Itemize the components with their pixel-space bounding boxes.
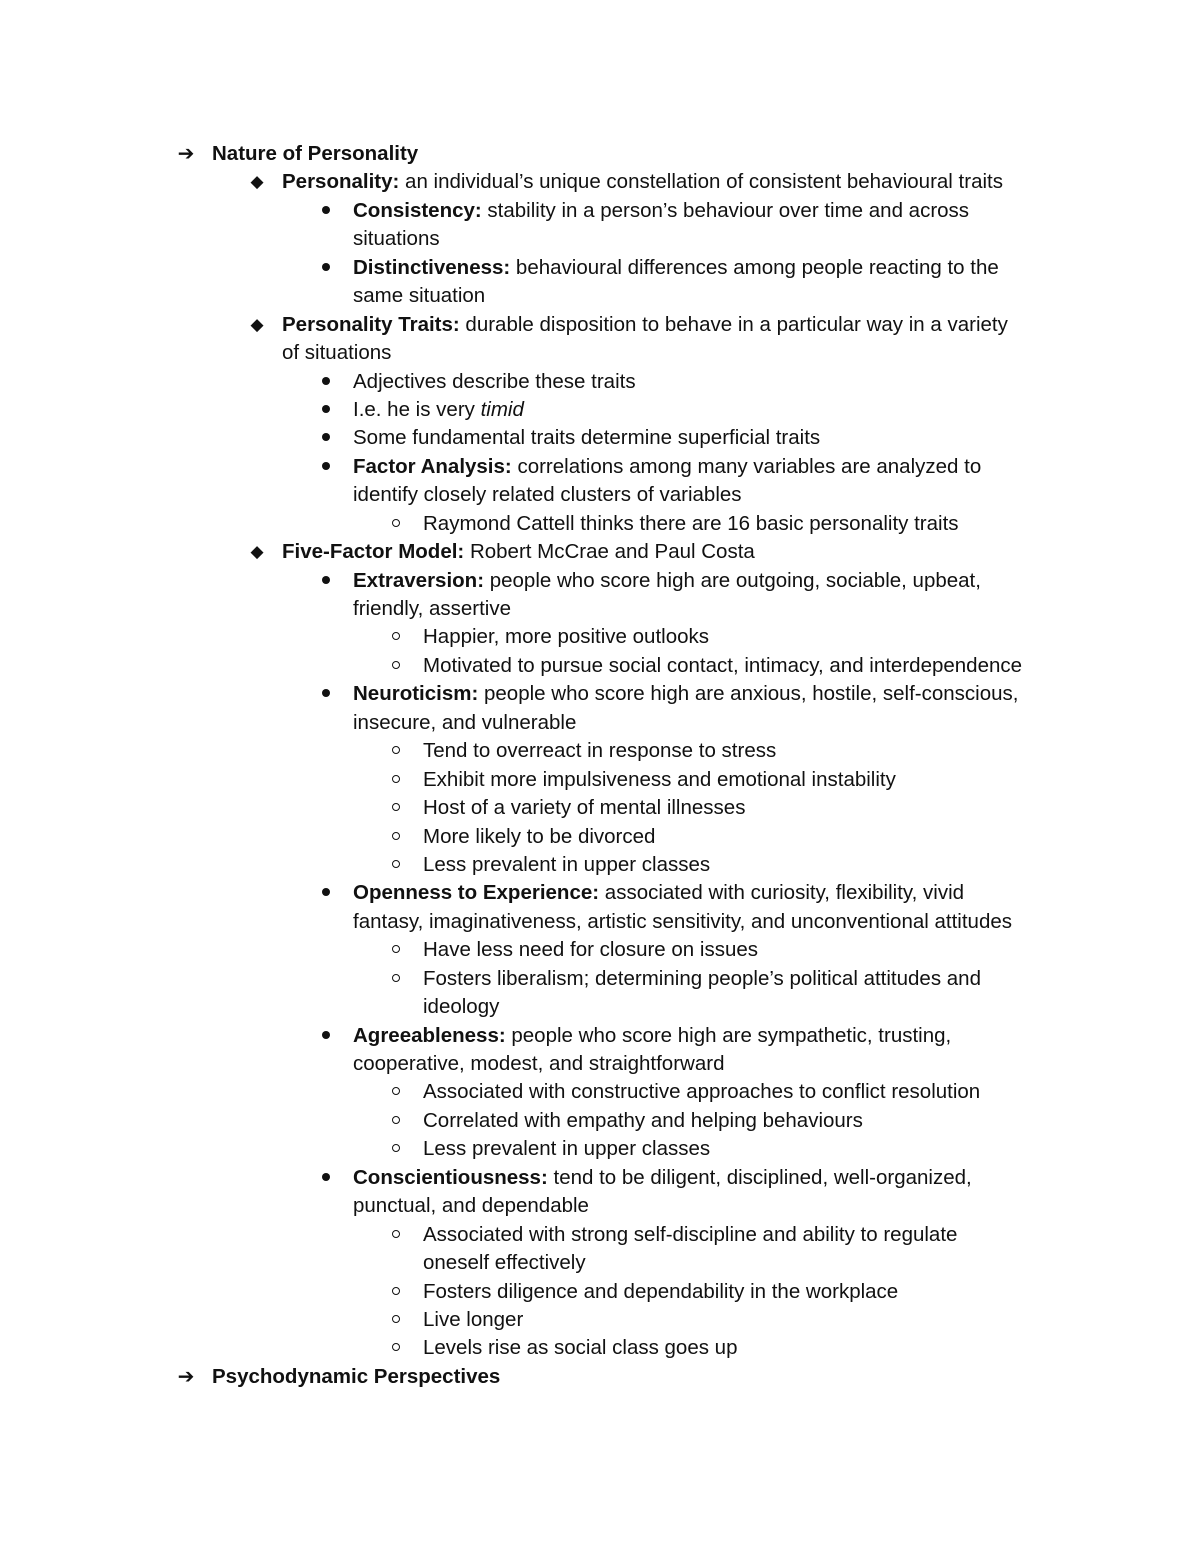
outline-text — [282, 339, 391, 367]
bullet-icon — [316, 1022, 336, 1050]
outline-line — [0, 1107, 1200, 1135]
outline-text — [423, 623, 709, 651]
text-run: Tend to overreact in response to stress — [423, 739, 777, 763]
outline-text — [282, 311, 1008, 339]
text-run: Happier, more positive outlooks — [423, 625, 710, 649]
circle-icon — [386, 936, 406, 964]
term-label: Factor Analysis: — [353, 454, 512, 478]
outline-text — [353, 567, 981, 595]
circle-icon — [386, 1078, 406, 1106]
outline-text — [353, 709, 576, 737]
outline-line — [0, 709, 1200, 737]
outline-line — [0, 424, 1200, 452]
text-run: ideology — [423, 995, 500, 1019]
text-run: cooperative, modest, and straightforward — [353, 1052, 725, 1075]
bullet-icon — [316, 368, 336, 396]
outline-line — [0, 567, 1200, 595]
outline-text — [423, 993, 499, 1021]
outline-line — [0, 538, 1200, 566]
outline-text — [353, 368, 636, 396]
outline-text — [353, 680, 1018, 708]
text-run: people who score high are sympathetic, trusting, — [505, 1023, 952, 1047]
outline-text — [423, 1249, 586, 1277]
outline-line — [0, 993, 1200, 1021]
text-run: insecure, and vulnerable — [353, 710, 577, 734]
outline-line — [0, 851, 1200, 879]
circle-icon — [386, 1107, 406, 1135]
outline-line — [0, 339, 1200, 367]
outline-text — [353, 396, 524, 424]
circle-icon — [386, 1278, 406, 1306]
outline-line — [0, 623, 1200, 651]
outline-text — [423, 510, 959, 538]
text-run: timid — [480, 397, 524, 421]
outline-text — [353, 225, 440, 253]
outline-text — [423, 823, 655, 851]
outline-line — [0, 1192, 1200, 1220]
outline-text — [282, 538, 755, 566]
text-run: stability in a person’s behaviour over time and across — [481, 198, 970, 222]
text-run: an individual’s unique constellation of consistent behavioural traits — [399, 170, 1003, 194]
text-run: I.e. he is very — [353, 397, 481, 421]
bullet-icon — [316, 254, 336, 282]
text-run: people who score high are outgoing, sociable, upbeat, — [484, 568, 981, 592]
circle-icon — [386, 737, 406, 765]
outline-text — [353, 453, 981, 481]
text-run: Have less need for closure on issues — [423, 938, 759, 962]
outline-text — [353, 481, 742, 509]
outline-line — [0, 823, 1200, 851]
outline-line — [0, 1078, 1200, 1106]
diamond-icon: ◆ — [250, 542, 264, 562]
outline-text — [423, 1278, 898, 1306]
outline-line — [0, 1278, 1200, 1306]
outline-text — [423, 794, 745, 822]
outline-text — [353, 908, 1012, 936]
circle-icon — [386, 1306, 406, 1334]
text-run: More likely to be divorced — [423, 824, 656, 848]
text-run: tend to be diligent, disciplined, well-organized, — [547, 1165, 972, 1189]
text-run: identify closely related clusters of variables — [353, 483, 742, 507]
text-run: friendly, assertive — [353, 597, 511, 620]
outline-line — [0, 481, 1200, 509]
text-run: Associated with constructive approaches to conflict resolution — [423, 1080, 981, 1104]
circle-icon — [386, 1221, 406, 1249]
circle-icon — [386, 652, 406, 680]
outline-text — [423, 652, 1022, 680]
outline-line — [0, 282, 1200, 310]
term-label: Agreeableness: — [353, 1023, 506, 1047]
term-label: Extraversion: — [353, 568, 485, 592]
outline-line — [0, 1221, 1200, 1249]
outline-text — [423, 851, 710, 879]
text-run: Host of a variety of mental illnesses — [423, 796, 746, 820]
outline-line — [0, 1135, 1200, 1163]
text-run: Correlated with empathy and helping behaviours — [423, 1108, 863, 1132]
bullet-icon — [316, 879, 336, 907]
term-label: Distinctiveness: — [353, 255, 511, 279]
outline-text — [353, 1192, 589, 1220]
outline-text — [423, 766, 896, 794]
outline-line — [0, 1249, 1200, 1277]
outline-line — [0, 794, 1200, 822]
outline-line — [0, 168, 1200, 196]
circle-icon — [386, 1135, 406, 1163]
outline-line — [0, 225, 1200, 253]
outline-line — [0, 879, 1200, 907]
outline-text — [423, 1135, 710, 1163]
text-run: Raymond Cattell thinks there are 16 basic personality traits — [423, 511, 959, 535]
outline-text — [212, 1363, 500, 1391]
outline-line — [0, 254, 1200, 282]
outline-line — [0, 737, 1200, 765]
text-run: oneself effectively — [423, 1251, 586, 1275]
term-label: Personality: — [282, 170, 400, 194]
text-run: same situation — [353, 284, 486, 308]
text-run: of situations — [282, 341, 392, 365]
circle-icon — [386, 510, 406, 538]
bullet-icon — [316, 197, 336, 225]
text-run: punctual, and dependable — [353, 1194, 589, 1218]
bullet-icon — [316, 680, 336, 708]
text-run: correlations among many variables are analyzed to — [511, 454, 982, 478]
text-run: Less prevalent in upper classes — [423, 852, 711, 876]
outline-text — [212, 140, 418, 168]
outline-line — [0, 766, 1200, 794]
outline-line — [0, 396, 1200, 424]
text-run: associated with curiosity, flexibility, vivid — [599, 881, 965, 905]
outline-text — [423, 936, 758, 964]
bullet-icon — [316, 424, 336, 452]
outline-line — [0, 453, 1200, 481]
outline-line — [0, 140, 1200, 168]
text-run: Levels rise as social class goes up — [423, 1336, 738, 1360]
outline-text — [423, 965, 981, 993]
outline-line — [0, 1363, 1200, 1391]
text-run: Fosters liberalism; determining people’s political attitudes and — [423, 966, 981, 990]
outline-line — [0, 1022, 1200, 1050]
text-run: Exhibit more impulsiveness and emotional instability — [423, 767, 896, 791]
circle-icon — [386, 766, 406, 794]
text-run: Live longer — [423, 1307, 524, 1331]
term-label: Consistency: — [353, 198, 482, 222]
text-run: situations — [353, 227, 440, 251]
outline-line — [0, 936, 1200, 964]
term-label: Nature of Personality — [212, 142, 419, 165]
text-run: Associated with strong self-discipline and ability to regulate — [423, 1222, 958, 1246]
notes-outline — [0, 140, 1200, 1391]
outline-line — [0, 908, 1200, 936]
circle-icon — [386, 965, 406, 993]
circle-icon — [386, 794, 406, 822]
outline-text — [282, 168, 1003, 196]
outline-text — [423, 1107, 863, 1135]
text-run: Less prevalent in upper classes — [423, 1137, 711, 1161]
outline-line — [0, 652, 1200, 680]
outline-line — [0, 510, 1200, 538]
outline-text — [353, 282, 485, 310]
term-label: Five-Factor Model: — [282, 540, 465, 564]
outline-text — [423, 1306, 523, 1334]
outline-text — [423, 1078, 980, 1106]
outline-line — [0, 1306, 1200, 1334]
term-label: Openness to Experience: — [353, 881, 600, 905]
circle-icon — [386, 851, 406, 879]
outline-line — [0, 1164, 1200, 1192]
term-label: Personality Traits: — [282, 312, 460, 336]
outline-line — [0, 680, 1200, 708]
bullet-icon — [316, 567, 336, 595]
outline-text — [353, 1050, 724, 1078]
outline-text — [353, 254, 999, 282]
term-label: Conscientiousness: — [353, 1165, 548, 1189]
text-run: fantasy, imaginativeness, artistic sensitivity, and unconventional attitudes — [353, 909, 1013, 933]
text-run: Some fundamental traits determine superficial traits — [353, 426, 821, 450]
term-label: Psychodynamic Perspectives — [212, 1364, 501, 1388]
outline-text — [423, 1334, 738, 1362]
outline-line — [0, 1050, 1200, 1078]
term-label: Neuroticism: — [353, 682, 479, 706]
outline-text — [353, 595, 511, 623]
circle-icon — [386, 623, 406, 651]
arrow-icon: ➔ — [177, 143, 195, 165]
bullet-icon — [316, 396, 336, 424]
outline-line — [0, 965, 1200, 993]
circle-icon — [386, 1334, 406, 1362]
diamond-icon: ◆ — [250, 172, 264, 192]
outline-line — [0, 368, 1200, 396]
text-run: Motivated to pursue social contact, intimacy, and interdependence — [423, 653, 1023, 677]
outline-text — [353, 197, 969, 225]
outline-text — [353, 1022, 951, 1050]
circle-icon — [386, 823, 406, 851]
text-run: people who score high are anxious, hostile, self-conscious, — [478, 682, 1019, 706]
outline-line — [0, 1334, 1200, 1362]
outline-text — [353, 1164, 972, 1192]
text-run: Fosters diligence and dependability in the workplace — [423, 1279, 899, 1303]
text-run: Adjectives describe these traits — [353, 369, 636, 393]
outline-text — [423, 1221, 957, 1249]
outline-line — [0, 595, 1200, 623]
arrow-icon: ➔ — [177, 1365, 195, 1388]
outline-text — [353, 879, 964, 907]
outline-text — [423, 737, 776, 765]
text-run: durable disposition to behave in a particular way in a variety — [459, 312, 1008, 336]
diamond-icon: ◆ — [250, 314, 264, 334]
bullet-icon — [316, 1164, 336, 1192]
bullet-icon — [316, 453, 336, 481]
text-run: behavioural differences among people reacting to the — [510, 255, 999, 279]
outline-line — [0, 197, 1200, 225]
text-run: Robert McCrae and Paul Costa — [464, 540, 755, 564]
outline-text — [353, 424, 820, 452]
outline-line — [0, 311, 1200, 339]
